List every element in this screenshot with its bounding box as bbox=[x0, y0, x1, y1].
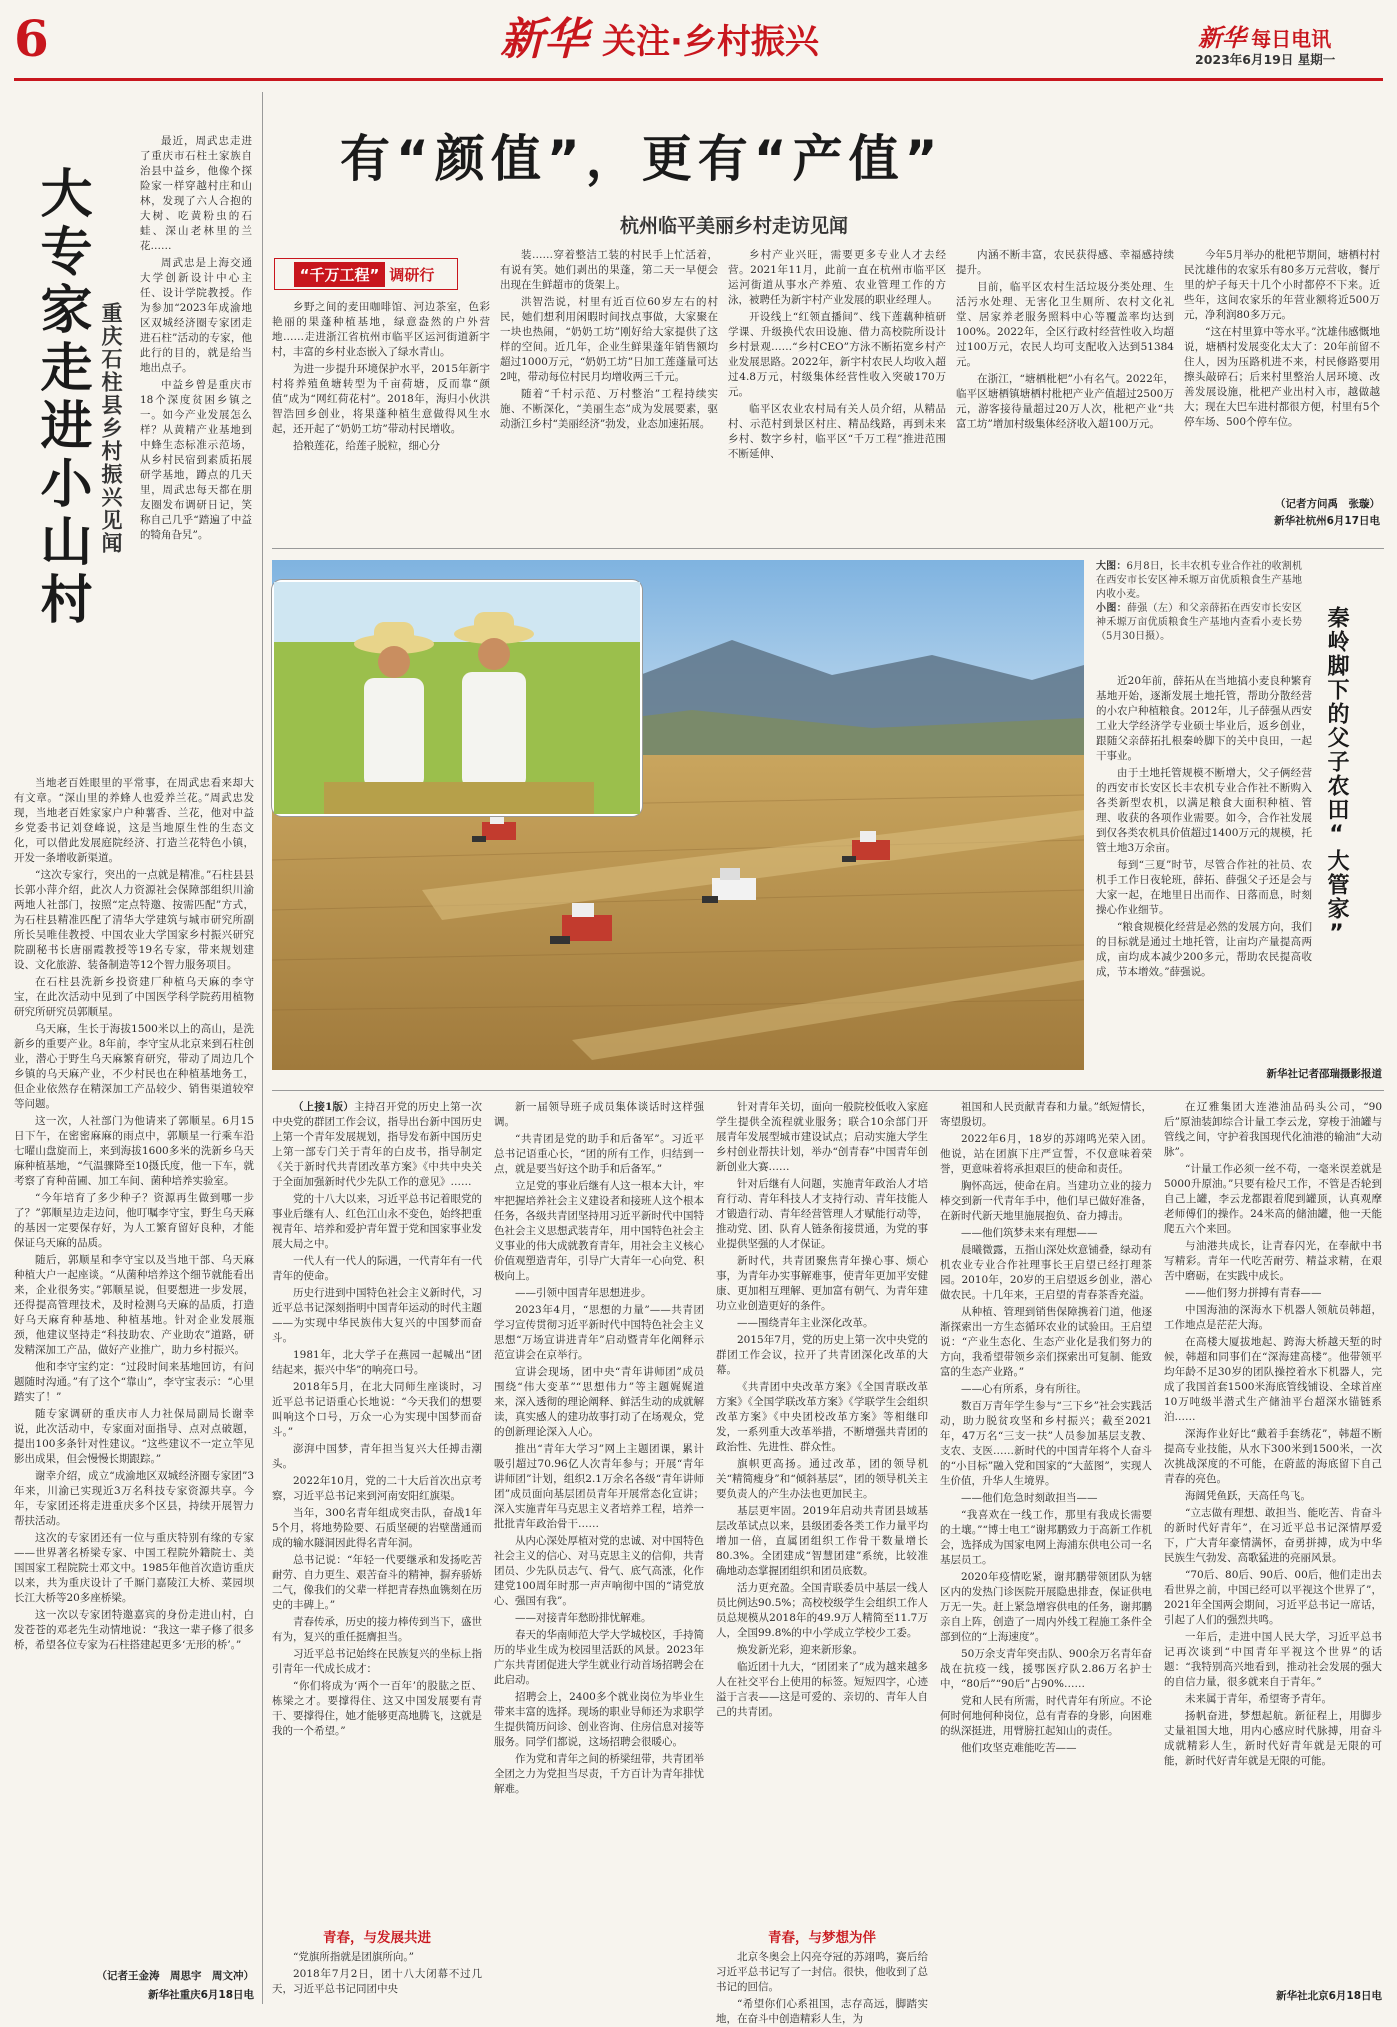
paragraph: “这在村里算中等水平。”沈雄伟感慨地说，塘栖村发展变化太大了：20年前留不住人，因为压路机进不来，村民修路要用擦头敲碎石；后来村里整治人居环境、改善发展设施，枇杷产业出村入市，越做越大；现在大巴车进村都很方便，村里有5个停车场、500个停车位。 bbox=[1184, 326, 1380, 428]
paragraph: 数百万青年学生参与“三下乡”社会实践活动，助力脱贫攻坚和乡村振兴；截至2021年，47万名“三支一扶”人员参加基层支教、支农、支医……新时代的中国青年将个人奋斗的“小目标”融入党和国家的“大蓝图”，实现人生价值，升华人生境界。 bbox=[940, 1400, 1152, 1487]
series-badge bbox=[274, 258, 458, 290]
left-story-subtitle: 重庆石柱县乡村振兴见闻 bbox=[99, 302, 123, 555]
continued-tag: （上接1版） bbox=[293, 1101, 354, 1113]
caption-small-text: 薛强（左）和父亲薛拓在西安市长安区神禾塬万亩优质粮食生产基地内查看小麦长势（5月30日摄）。 bbox=[1096, 603, 1303, 642]
paragraph: 目前，临平区农村生活垃圾分类处理、生活污水处理、无害化卫生厕所、农村文化礼堂、居家养老服务照料中心等覆盖率均达到100%。2022年，全区行政村经营性收入均超过100万元，农民人均可支配收入达到51384元。 bbox=[956, 281, 1174, 368]
paragraph: 随着“千村示范、万村整治”工程持续实施、不断深化，“美丽生态”成为发展要素，驱动浙江乡村“美丽经济”勃发，业态加速拓展。 bbox=[500, 388, 718, 430]
paragraph: “你们将成为‘两个一百年’的股肱之臣、栋梁之才。要撑得住、这又中国发展要有青干、要撑得住，她才能够更高地腾飞，这就是我的一个希望。” bbox=[272, 1680, 482, 1737]
paragraph: “希望你们心系祖国，志存高远，脚踏实地，在奋斗中创造精彩人生，为 bbox=[716, 1998, 928, 2025]
paragraph: 2023年4月，“思想的力量”——共青团学习宣传贯彻习近平新时代中国特色社会主义思想“万场宣讲进青年”启动暨青年化阐释示范宣讲会在京举行。 bbox=[494, 1304, 704, 1361]
farmer-right bbox=[454, 612, 534, 788]
photo-caption bbox=[1096, 560, 1302, 644]
bottom-col3 bbox=[716, 1100, 928, 1920]
photo-bottom-rule bbox=[272, 1090, 1384, 1091]
paragraph: “粮食规模化经营是必然的发展方向，我们的目标就是通过土地托管，让亩均产量提高两成，亩均成本减少200多元，帮助农民提高收成，节本增效。”薛强说。 bbox=[1096, 921, 1312, 978]
paragraph: 招聘会上，2400多个就业岗位为毕业生带来丰富的选择。现场的职业导师还为求职学生提供简历问诊、创业咨询、住房信息对接等服务。同学们都说，这场招聘会很暖心。 bbox=[494, 1691, 704, 1748]
paragraph: 开设线上“红领直播间”、线下莲藕种植研学课、升级换代农田设施、借力高校院所设计乡村景观……“乡村CEO”方泳不断拓宽乡村产业发展思路。2022年，新宇村农民人均收入超过4.8万元，村级集体经营性收入突破170万元。 bbox=[728, 311, 946, 398]
left-story-col1 bbox=[140, 134, 252, 762]
paragraph: 2018年7月2日，团十八大闭幕不过几天，习近平总书记同团中央 bbox=[272, 1968, 482, 1995]
paragraph: “今年培育了多少种子？资源再生做到哪一步了？”郭顺星边走边问，他叮嘱李守宝，野生乌天麻的基因一定要保存好，为人工繁育留好良种，才能保证乌天麻的品质。 bbox=[14, 1192, 254, 1249]
main-story-col3 bbox=[728, 248, 946, 526]
paragraph: 由于土地托管规模不断增大，父子俩经营的西安市长安区长丰农机专业合作社不断购入各类新型农机，以满足粮食大面积种植、管理、收获的各项作业需要。如今，合作社发展到仅各类农机具价值超过1400万元的规模，托管土地3万余亩。 bbox=[1096, 767, 1312, 854]
paragraph: 祖国和人民贡献青春和力量。”纸短情长，寄望殷切。 bbox=[940, 1101, 1152, 1128]
paragraph: 历史行进到中国特色社会主义新时代，习近平总书记深刻指明中国青年运动的时代主题——为实现中华民族伟大复兴的中国梦而奋斗。 bbox=[272, 1287, 482, 1344]
left-story-sign: （记者王金涛 周思宇 周文冲） bbox=[96, 1970, 254, 1982]
left-story-title: 大专家走进小山村 bbox=[31, 166, 91, 630]
paragraph: 从种植、管理到销售保障携着门道，他逐渐探索出一方生态循环农业的试验田。王启望说：“产业生态化、生态产业化是我们努力的方向，我希望带领乡亲们探索出可复制、能致富的生态产业路。” bbox=[940, 1306, 1152, 1378]
paragraph: 中国海油的深海水下机器人领航员韩超，工作地点是茫茫大海。 bbox=[1164, 1304, 1382, 1331]
paragraph: 今年5月举办的枇杷节期间，塘栖村村民沈雄伟的农家乐有80多万元营收，餐厅里的炉子每天十几个小时都停不下来。近些年，这间农家乐的年营业额将近500万元，净利润80多万元。 bbox=[1184, 249, 1380, 321]
paragraph: “党旗所指就是团旗所向。” bbox=[293, 1951, 414, 1963]
xinhua-logo: 新华 bbox=[500, 14, 588, 65]
paragraph: 在高楼大厦拔地起、跨海大桥越天堑的时候，韩超和同事们在“深海建高楼”。他带领平均年龄不足30岁的团队操控着水下机器人，完成了我国首套1500米海底管线铺设、全球首座10万吨级半潜式生产储油平台超深水锚链系泊…… bbox=[1164, 1336, 1382, 1423]
paragraph: 谢幸介绍，成立“成渝地区双城经济圈专家团”3年来，川渝已实现近3万名科技专家资源共享。今年，专家团还将走进重庆多个区县，持续开展智力帮扶活动。 bbox=[14, 1470, 254, 1527]
main-headline: 有“颜值”，更有“产值” bbox=[340, 130, 944, 188]
bottom-col3b bbox=[716, 1950, 928, 2025]
paragraph: 活力更充盈。全国青联委员中基层一线人员比例达90.5%；高校校级学生会组织工作人员总规模从2018年的49.9万人精简至11.7万人，全国99.8%的中小学成立学校少工委。 bbox=[716, 1582, 928, 1639]
photo-credit: 新华社记者邵瑞摄影报道 bbox=[1266, 1068, 1382, 1080]
paragraph: 2018年5月，在北大同师生座谈时，习近平总书记语重心长地说：“今天我们的想要叫响这个口号，万众一心为实现中国梦而奋斗。” bbox=[272, 1381, 482, 1438]
paragraph: 推出“青年大学习”网上主题团课，累计吸引超过70.96亿人次青年参与；开展“青年讲师团”计划，组织2.1万余名各级“青年讲师团”成员面向基层团员青年开展常态化宣讲；深入实施青年马克思主义者培养工程，培养一批批青年政治骨干…… bbox=[494, 1443, 704, 1530]
bottom-subhead-1: 青春，与发展共进 bbox=[323, 1930, 431, 1946]
paragraph: 新时代，共青团聚焦青年操心事、烦心事，为青年办实事解难事，使青年更加平安健康、更加相互理解、更加富有朝气、为青年建功立业创造更好的条件。 bbox=[716, 1255, 928, 1312]
paragraph: 2020年疫情吃紧，谢邦鹏带领团队为辖区内的发热门诊医院开展隐患排查，保证供电万无一失。赶上紧急增容供电的任务，谢邦鹏亲自上阵，创造了一周内外线工程施工条件全部到位的“上海速度”。 bbox=[940, 1571, 1152, 1643]
father-son-photo bbox=[274, 582, 640, 814]
paragraph: 随专家调研的重庆市人力社保局副局长谢幸说，此次活动中，专家面对面指导、点对点破题，提出100多条针对性建议。“这些建议不一定立竿见影出成果，但会慢慢长期跟踪。” bbox=[14, 1408, 254, 1465]
paragraph: 他们攻坚克难能吃苦—— bbox=[961, 1742, 1077, 1754]
paper-name: 每日电讯 bbox=[1251, 27, 1332, 51]
paragraph: ——对接青年愁盼排忧解难。 bbox=[515, 1612, 652, 1624]
paragraph: 当年，300名青年组成突击队，奋战1年5个月，将地势险要、石质坚硬的岩壁凿通而成的输水隧洞因此得名青年洞。 bbox=[272, 1507, 482, 1549]
paragraph: “这次专家行，突出的一点就是精准。”石柱县县长郭小萍介绍，此次人力资源社会保障部组织川渝两地人社部门，按照“定点特邀、按需匹配”方式，为石柱县精准匹配了清华大学建筑与城市研究所副所长吴唯佳教授、中国农业大学国家乡村振兴研究院副秘书长唐丽霞教授等19名专家，带来规划建设、文化旅游、装备制造等12个智力服务项目。 bbox=[14, 869, 254, 971]
main-story-sign: （记者方问禹 张璇） bbox=[1275, 498, 1380, 510]
paragraph: 当地老百姓眼里的平常事，在周武忠看来却大有文章。“深山里的养蜂人也爱养兰花。”周武忠发现，当地老百姓家家户户种薯香、兰花，他对中益乡党委书记刘登峰说，这是当地原生性的生态文化，可以借此发展庭院经济、打造兰花特色小镇，开发一条增收新渠道。 bbox=[14, 777, 254, 864]
paragraph: 党和人民有所需，时代青年有所应。不论何时何地何种岗位，总有青春的身影，向困难的纵深挺进，用臂膀扛起知山的责任。 bbox=[940, 1695, 1152, 1737]
paragraph: “共青团是党的助手和后备军”。习近平总书记语重心长，“团的所有工作，归结到一点，就是要当好这个助手和后备军。” bbox=[494, 1133, 704, 1175]
paragraph: 随后，郭顺星和李守宝以及当地干部、乌天麻种植大户一起座谈。“从菌种培养这个细节就能看出来，企业很务实。”郭顺星说，但要想进一步发展，还得提高管理技术，及时检测乌天麻的品质，打造好乌天麻育种基地、种植基地。针对企业发展瓶颈，他建议坚持走“科技助农、产业助农”道路，研发精深加工产品，做好产业推广，助力乡村振兴。 bbox=[14, 1254, 254, 1356]
paragraph: 晨曦微露，五指山深处炊意铺叠，绿动有机农业专业合作社理事长王启望已经打理茶园。2010年，20岁的王启望返乡创业，潜心做农民。十几年来，王启望的青春茶香充溢。 bbox=[940, 1244, 1152, 1301]
paragraph: ——围绕青年主业深化改革。 bbox=[737, 1317, 874, 1329]
paragraph: 1981年，北大学子在燕园一起喊出“团结起来，振兴中华”的响亮口号。 bbox=[272, 1349, 482, 1376]
section-title: 关注·乡村振兴 bbox=[602, 22, 819, 62]
paragraph: “立志做有理想、敢担当、能吃苦、肯奋斗的新时代好青年”，在习近平总书记深情厚爱下，广大青年豪情满怀，奋勇拼搏，成为中华民族生气勃发、高歌猛进的亮丽风景。 bbox=[1164, 1507, 1382, 1564]
paragraph: “计量工作必须一丝不苟，一毫米误差就是5000升原油。”只要有检尺工作，不管是否轮到自己上罐，李云龙都跟着爬到罐顶，认真观摩老师傅们的操作。24米高的储油罐，他一天能爬五六个来回。 bbox=[1164, 1163, 1382, 1235]
paragraph: 党的十八大以来，习近平总书记着眼党的事业后继有人、红色江山永不变色，始终把重视青年、培养和爱护青年置于党和国家事业发展大局之中。 bbox=[272, 1193, 482, 1250]
paragraph: 焕发新光彩，迎来新形象。 bbox=[737, 1644, 863, 1656]
issue-date: 2023年6月19日 星期一 bbox=[1195, 52, 1336, 67]
left-story-col2 bbox=[14, 776, 254, 1964]
paragraph: 装……穿着整洁工装的村民手上忙活着，有说有笑。她们剥出的果蓬，第二天一早便会出现在生鲜超市的货架上。 bbox=[500, 249, 718, 291]
main-story-dateline: 新华社杭州6月17日电 bbox=[1274, 515, 1380, 527]
bottom-story-dateline: 新华社北京6月18日电 bbox=[1276, 1990, 1382, 2002]
bottom-subhead-2: 青春，与梦想为伴 bbox=[768, 1930, 876, 1946]
paragraph: 乡村产业兴旺，需要更多专业人才去经营。2021年11月，此前一直在杭州市临平区运河街道从事水产养殖、农业管理工作的方泳，被聘任为新宇村产业发展的职业经理人。 bbox=[728, 249, 946, 306]
caption-big-label: 大图： bbox=[1096, 561, 1127, 572]
paragraph: 拾粮莲花，给莲子脱粒，细心分 bbox=[293, 440, 440, 452]
paragraph: 最近，周武忠走进了重庆市石柱土家族自治县中益乡，他像个探险家一样穿越村庄和山林，发现了六人合抱的大树、吃黄粉虫的石蛙、深山老林里的兰花…… bbox=[140, 135, 252, 252]
paragraph: 澎湃中国梦，青年担当复兴大任搏击潮头。 bbox=[272, 1443, 482, 1470]
paragraph: 2015年7月，党的历史上第一次中央党的群团工作会议，拉开了共青团深化改革的大幕。 bbox=[716, 1334, 928, 1376]
paragraph: 中益乡曾是重庆市18个深度贫困乡镇之一。如今产业发展怎么样？从黄精产业基地到中蜂生态标准示范场，从乡村民宿到素质拓展研学基地，蹲点的几天里，周武忠每天都在朋友圈发布调研日记，笑称自己几乎“踏遍了中益的犄角旮旯”。 bbox=[140, 379, 252, 541]
paragraph: 洪智浩说，村里有近百位60岁左右的村民，她们想利用闲暇时间找点事做，大家聚在一块也热闹，“奶奶工坊”刚好给大家提供了这样的空间。近几年，企业生鲜果蓬年销售额均超过1000万元，“奶奶工坊”日加工莲蓬量可达2吨，带动每位村民月均增收两三千元。 bbox=[500, 296, 718, 383]
paragraph: 一年后，走进中国人民大学，习近平总书记再次谈到“中国青年平视这个世界”的话题：“我特别高兴地看到，推动社会发展的强大的自信力量，很多就来自于青年。” bbox=[1164, 1631, 1382, 1688]
paragraph: 新一届领导班子成员集体谈话时这样强调。 bbox=[494, 1101, 704, 1128]
paragraph: 宣讲会现场，团中央“青年讲师团”成员围绕“伟大变革”“思想伟力”等主题娓娓道来，深入透彻的理论阐释、鲜活生动的成就解读，真实感人的建功故事打动了在场观众，党的创新理论深入人心。 bbox=[494, 1366, 704, 1438]
paragraph: 在辽雅集团大连港油品码头公司，“90后”原油装卸综合计量工李云龙，穿梭于油罐与管线之间，守护着我国现代化油港的输油“大动脉”。 bbox=[1164, 1101, 1382, 1158]
paragraph: 这一次，人社部门为他请来了郭顺星。6月15日下午，在密密麻麻的雨点中，郭顺星一行乘车沿七曜山盘旋而上，来到海拔1600多米的洗新乡乌天麻种植基地，“气温骤降至10摄氏度，他一下车，就考察了育种苗圃、加工车间、菌种培养实验室。 bbox=[14, 1115, 254, 1187]
paragraph: 内涵不断丰富，农民获得感、幸福感持续提升。 bbox=[956, 249, 1174, 276]
photo-story-body bbox=[1096, 674, 1312, 1064]
main-story-col4 bbox=[956, 248, 1174, 526]
page-number: 6 bbox=[14, 9, 49, 68]
paragraph: 在浙江，“塘栖枇杷”小有名气。2022年，临平区塘栖镇塘栖村枇杷产业产值超过2500万元，游客接待量超过20万人次，枇杷产业“共富工坊”增加村级集体经济收入超100万元。 bbox=[956, 373, 1174, 430]
paragraph: 未来属于青年，希望寄予青年。 bbox=[1185, 1693, 1332, 1705]
paragraph: 习近平总书记始终在民族复兴的坐标上指引青年一代成长成才： bbox=[272, 1648, 482, 1675]
paragraph: 这次的专家团还有一位与重庆特别有缘的专家——世界著名桥梁专家、中国工程院外籍院士、美国国家工程院院士邓文中。1985年他首次造访重庆以来，共为重庆设计了千厮门嘉陵江大桥、菜园坝长江大桥等20多座桥梁。 bbox=[14, 1532, 254, 1604]
paper-brand: 新华 bbox=[1198, 23, 1246, 52]
bottom-col5 bbox=[1164, 1100, 1382, 1984]
caption-big-text: 6月8日，长丰农机专业合作社的收割机在西安市长安区神禾塬万亩优质粮食生产基地内收小麦。 bbox=[1096, 561, 1303, 600]
paragraph: 作为党和青年之间的桥梁纽带，共青团举全团之力为党担当尽责，千方百计为青年排忧解难。 bbox=[494, 1753, 704, 1795]
paragraph: 扬帆奋进，梦想起航。新征程上，用脚步丈量祖国大地，用内心感应时代脉搏，用奋斗成就精彩人生，新时代好青年就是无限的可能，新时代好青年就是无限的可能。 bbox=[1164, 1710, 1382, 1767]
paragraph: ——他们筑梦未来有理想—— bbox=[961, 1227, 1098, 1239]
paragraph: 这一次以专家团特邀嘉宾的身份走进山村，白发苍苍的邓老先生动情地说：“我这一辈子修了很多桥，希望各位专家为石柱搭建起更多‘无形的桥’。” bbox=[14, 1609, 254, 1651]
paragraph: ——他们危急时刻敢担当—— bbox=[961, 1492, 1098, 1504]
bottom-col2 bbox=[494, 1100, 704, 2010]
paragraph: 胸怀高远，使命在肩。当建功立业的接力棒交到新一代青年手中，他们早已做好准备，在新时代新天地里施展抱负、奋力搏击。 bbox=[940, 1180, 1152, 1222]
paragraph: “70后、80后、90后、00后，他们走出去看世界之前，中国已经可以平视这个世界了”，2021年全国两会期间，习近平总书记一席话，引起了人们的强烈共鸣。 bbox=[1164, 1569, 1382, 1626]
paragraph: 针对青年关切，面向一般院校低收入家庭学生提供全流程就业服务；联合10余部门开展青年发展型城市建设试点；启动实施大学生乡村创业帮扶计划，举办“创青春”中国青年创新创业大赛…… bbox=[716, 1101, 928, 1173]
left-story-dateline: 新华社重庆6月18日电 bbox=[148, 1989, 254, 2001]
paragraph: 周武忠是上海交通大学创新设计中心主任、设计学院教授。作为参加“2023年成渝地区双城经济圈专家团走进石柱”活动的专家，他此行的目的，就是给当地出点子。 bbox=[140, 257, 252, 374]
paragraph: “我喜欢在一线工作，那里有我成长需要的土壤。”“博士电工”谢邦鹏致力于高新工作机会，选择成为国家电网上海浦东供电公司一名基层员工。 bbox=[940, 1509, 1152, 1566]
paragraph: 2022年6月，18岁的苏翊鸣光荣入团。他说，站在团旗下庄严宣誓，不仅意味着荣誉，更意味着将承担艰巨的使命和责任。 bbox=[940, 1133, 1152, 1175]
paragraph: 2022年10月，党的二十大后首次出京考察，习近平总书记来到河南安阳红旗渠。 bbox=[272, 1475, 482, 1502]
paragraph: 总书记说：“年轻一代要继承和发扬吃苦耐劳、自力更生、艰苦奋斗的精神，摒弃骄娇二气，像我们的父辈一样把青春热血镌刻在历史的丰碑上。” bbox=[272, 1554, 482, 1611]
main-story-col2 bbox=[500, 248, 718, 526]
main-story-col5 bbox=[1184, 248, 1380, 498]
paragraph: ——引领中国青年思想进步。 bbox=[515, 1287, 652, 1299]
paragraph: 在石柱县洗新乡投资建厂种植乌天麻的李守宝，在此次活动中见到了中国医学科学院药用植物研究所研究员郭顺星。 bbox=[14, 976, 254, 1018]
paragraph: 近20年前，薛拓从在当地搞小麦良种繁育基地开始，逐渐发展土地托管，帮助分散经营的小农户种植粮食。2012年，儿子薛强从西安工业大学经济学专业硕士毕业后，返乡创业，跟随父亲薛拓扎根秦岭脚下的关中良田，一起干事业。 bbox=[1096, 675, 1312, 762]
paragraph: 立足党的事业后继有人这一根本大计，牢牢把握培养社会主义建设者和接班人这个根本任务，各级共青团坚持用习近平新时代中国特色社会主义思想武装青年，用中国特色社会主义事业的伟大成就教育青年，用社会主义核心价值观塑造青年，引导广大青年一心向党、积极向上。 bbox=[494, 1180, 704, 1282]
bottom-col4 bbox=[940, 1100, 1152, 2010]
paragraph: 临近团十九大，“团团来了”成为越来越多人在社交平台上使用的标签。短短四字，心迹溢于言表——这是可爱的、亲切的、青年人自己的共青团。 bbox=[716, 1661, 928, 1718]
paragraph: 一代人有一代人的际遇，一代青年有一代青年的使命。 bbox=[272, 1255, 482, 1282]
paragraph: 50万余支青年突击队、900余万名青年奋战在抗疫一线，援鄂医疗队2.86万名护士中，“80后”“90后”占90%…… bbox=[940, 1648, 1152, 1690]
paragraph: 基层更牢固。2019年启动共青团县域基层改革试点以来，县级团委各类工作力量平均增加一倍，直属团组织工作骨干数量增长80.3%。全团建成“智慧团建”系统，比较准确地动态掌握团组织和团员底数。 bbox=[716, 1505, 928, 1577]
paragraph: 乡野之间的麦田咖啡馆、河边茶室，色彩艳丽的果蓬种植基地，绿意盎然的户外营地……走进浙江省杭州市临平区运河街道新宇村，丰富的乡村业态嵌入了绿水青山。 bbox=[272, 301, 490, 358]
farmer-left bbox=[354, 622, 434, 788]
left-column-divider bbox=[262, 92, 263, 2004]
paragraph: 《共青团中央改革方案》《全国青联改革方案》《全国学联改革方案》《学联学生会组织改革方案》《中央团校改革方案》等相继印发，一系列重大改革举措，不断增强共青团的政治性、先进性、群众性。 bbox=[716, 1381, 928, 1453]
paragraph: 他和李守宝约定：“过段时间来基地回访，有问题随时沟通。”有了这个“靠山”，李守宝表示：“心里踏实了！” bbox=[14, 1361, 254, 1403]
paragraph: 深海作业好比“戴着手套绣花”，韩超不断提高专业技能，从水下300米到1500米，一次次挑战深度的不可能，在蔚蓝的海底留下自己青春的亮色。 bbox=[1164, 1428, 1382, 1485]
paragraph: 临平区农业农村局有关人员介绍，从精品村、示范村到景区村庄、精品线路，再到未来乡村、数字乡村，临平区“千万工程”推进范围不断延伸、 bbox=[728, 403, 946, 460]
main-subhead: 杭州临平美丽乡村走访见闻 bbox=[620, 215, 849, 237]
paragraph: 旗帜更高扬。通过改革，团的领导机关“精简瘦身”和“倾斜基层”，团的领导机关主要负责人的产生办法也更加民主。 bbox=[716, 1458, 928, 1500]
paragraph: 每到“三夏”时节，尽管合作社的社员、农机手工作日夜轮班，薛拓、薛强父子还是会与大家一起，在地里日出而作、日落而息，时刻操心作业细节。 bbox=[1096, 859, 1312, 916]
paragraph: 针对后继有人问题，实施青年政治人才培育行动、青年科技人才支持行动、青年技能人才锻造行动、青年经营管理人才赋能行动等，推动党、团、队育人链条衔接贯通，为党的事业提供坚强的人才保证。 bbox=[716, 1178, 928, 1250]
paragraph: 与油港共成长，让青春闪光，在奉献中书写精彩。青年一代吃苦耐劳、精益求精，在艰苦中磨砺，在实践中成长。 bbox=[1164, 1240, 1382, 1282]
paragraph: 北京冬奥会上闪亮夺冠的苏翊鸣，赛后给习近平总书记写了一封信。很快，他收到了总书记的回信。 bbox=[716, 1951, 928, 1993]
paragraph: 海阔凭鱼跃，天高任鸟飞。 bbox=[1185, 1490, 1311, 1502]
photo-story-title: 秦岭脚下的父子农田“大管家” bbox=[1324, 606, 1349, 948]
series-badge-suffix: 调研行 bbox=[389, 265, 435, 284]
paragraph: 为进一步提升环境保护水平，2015年新宇村将养殖鱼塘转型为千亩荷塘，反而靠“颜值”成为“网红荷花村”。2018年，海归小伙洪智浩回乡创业，将果蓬种植生意做得风生水起，还开起了“奶奶工坊”带动村民增收。 bbox=[272, 363, 490, 435]
caption-small-label: 小图： bbox=[1096, 603, 1127, 614]
bottom-col1b bbox=[272, 1950, 482, 2010]
paragraph: 从内心深处厚植对党的忠诚、对中国特色社会主义的信心、对马克思主义的信仰，共青团员、少先队员志气、骨气、底气高涨，化作建党100周年时那一声声响彻中国的“请党放心、强国有我”。 bbox=[494, 1535, 704, 1607]
paragraph: 春天的华南师范大学大学城校区，手持简历的毕业生成为校园里活跃的风景。2023年广东共青团促进大学生就业行动首场招聘会在此启动。 bbox=[494, 1629, 704, 1686]
continued-lead: 主持召开党的历史上第一次中央党的群团工作会议，指导出台新中国历史上第一个青年发展规划，指导发布新中国历史上第一部专门关于青年的白皮书，指导制定《关于新时代共青团改革方案》《中共中央关于全面加强新时代少先队工作的意见》…… bbox=[272, 1101, 482, 1188]
paper-logo bbox=[1198, 18, 1331, 53]
paragraph: 乌天麻，生长于海拔1500米以上的高山，是洗新乡的重要产业。8年前，李守宝从北京来到石柱创业，潜心于野生乌天麻繁育研究，带动了周边几个乡镇的乌天麻产业，不少村民也在种植基地务工，但企业依然存在精深加工产品较少、销售渠道较窄等问题。 bbox=[14, 1023, 254, 1110]
paragraph: ——他们努力拼搏有青春—— bbox=[1185, 1287, 1322, 1299]
paragraph: ——心有所系，身有所往。 bbox=[961, 1383, 1087, 1395]
bottom-col1 bbox=[272, 1100, 482, 1920]
masthead-rule bbox=[14, 78, 1383, 81]
paragraph: 青春传承，历史的接力棒传到当下，盛世有为，复兴的重任挺膺担当。 bbox=[272, 1616, 482, 1643]
series-badge-label: “千万工程” bbox=[294, 262, 386, 287]
inset-photo bbox=[272, 580, 642, 816]
main-story-col1 bbox=[272, 300, 490, 526]
main-story-bottom-rule bbox=[272, 548, 1384, 549]
